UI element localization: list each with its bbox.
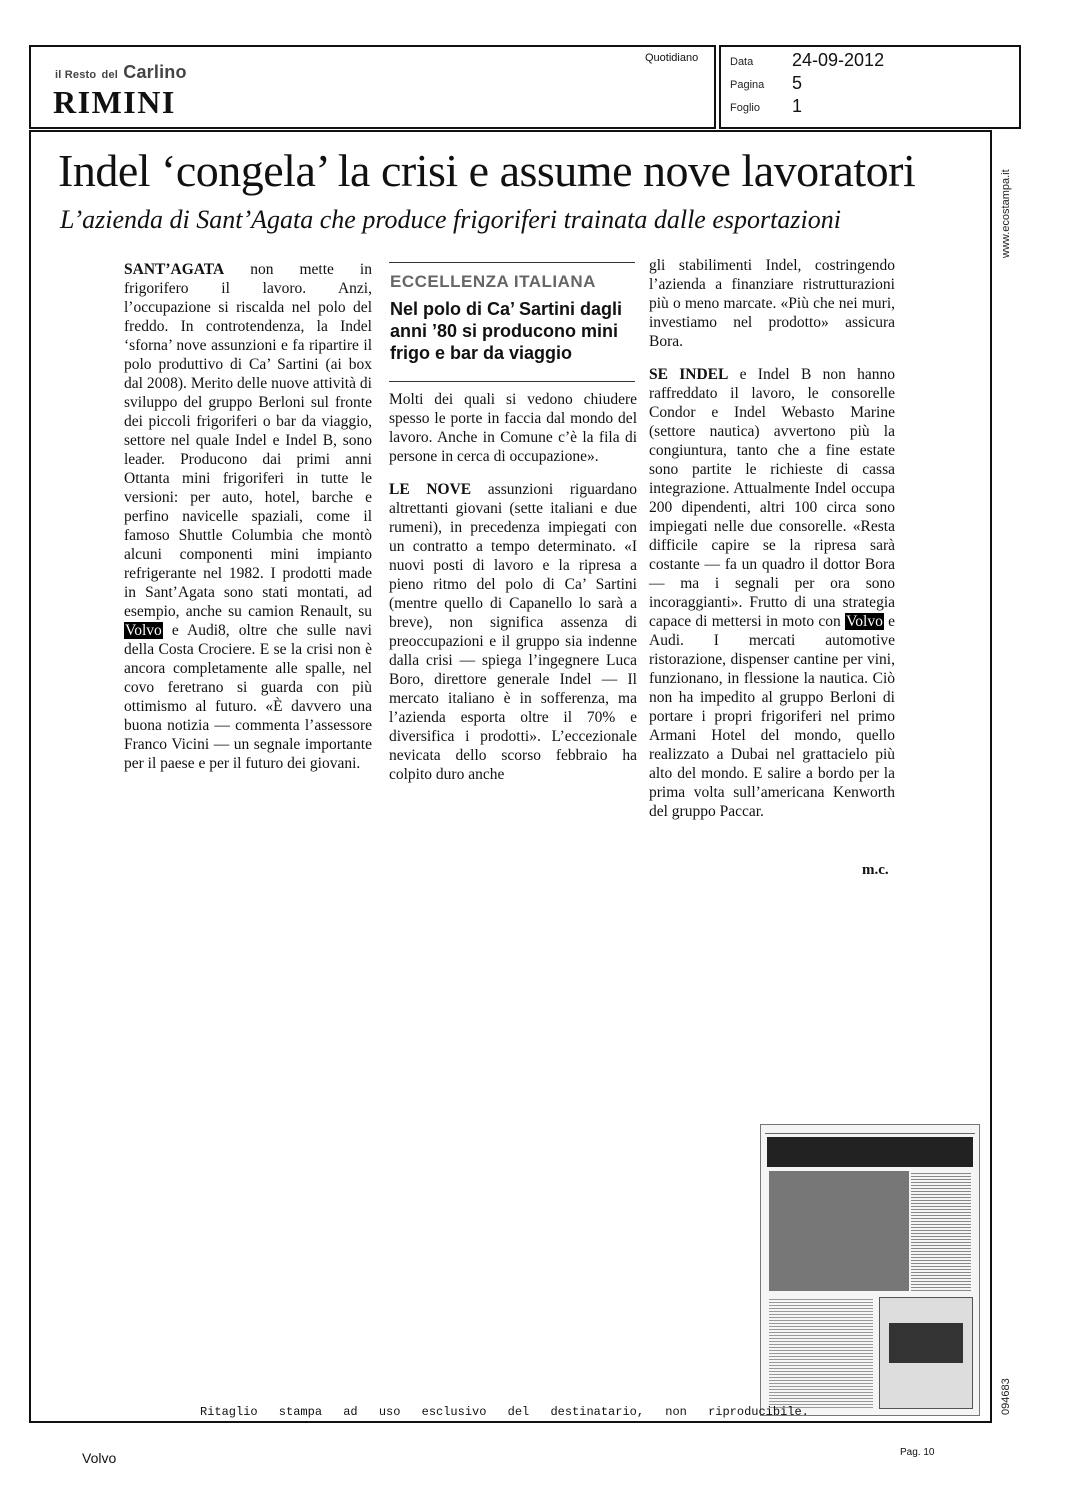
article-column-1 <box>124 260 372 773</box>
box-bottom-rule <box>389 381 635 382</box>
brand-prefix: il Resto <box>55 69 97 81</box>
page-number: Pag. 10 <box>900 1447 935 1458</box>
keyword-highlight: Volvo <box>125 622 162 639</box>
newspaper-brand <box>55 62 187 83</box>
keyword-label: Volvo <box>82 1450 117 1466</box>
body-text: non mette in frigorifero il lavoro. Anzi, l’occupazione si riscalda nel polo del freddo. In controtendenza, la Indel ‘sforna’ nove assunzioni e fa ripartire il polo produttivo di Ca’ Sartini (ai box dal 2008). Merito delle nuove attività di sviluppo del gruppo Berloni sul fronte dei piccoli frigoriferi o bar da viaggio, settore nel quale Indel e Indel B, sono leader. Producono dai primi anni Ottanta mini frigoriferi in tutte le versioni: per auto, hotel, barche e perfino navicelle spaziali, come il famoso Shuttle Columbia che montò alcuni componenti mini impianto refrigerante nel 1982. I prodotti made in Sant’Agata sono stati montati, ad esempio, anche su camion Renault, su <box>124 261 372 620</box>
date-label: Data <box>730 56 754 68</box>
body-paragraph: Molti dei quali si vedono chiudere spesso le porte in faccia dal mondo del lavoro. Anche in Comune c’è la fila di persone in cerca di occupazione». <box>389 391 637 465</box>
page-label: Pagina <box>730 79 765 91</box>
sheet-label: Foglio <box>730 102 760 114</box>
lead-word: SANT’AGATA <box>124 261 225 278</box>
author-signature: m.c. <box>862 862 889 878</box>
body-text: e Indel B non hanno raffreddato il lavoro, le consorelle Condor e Indel Webasto Marine (settore nautica) avvertono più la congiuntura, tanto che a fine estate sono partite le richieste di cassa integrazione. Attualmente Indel occupa 200 dipendenti, altri 100 circa sono impiegati nelle due consorelle. «Resta difficile capire se la ripresa sarà costante — fa un quadro il dottor Bora — ma i segnali per ora sono incoraggianti». Frutto di una strategia capace di mettersi in moto con <box>649 366 895 630</box>
box-kicker: ECCELLENZA ITALIANA <box>390 272 596 291</box>
edition-name: RIMINI <box>53 84 176 120</box>
clipping-code: 094683 <box>1000 1378 1012 1415</box>
clipping-disclaimer: Ritaglio stampa ad uso esclusivo del destinatario, non riproducibile. <box>200 1405 809 1419</box>
body-text: e Audi. I mercati automotive ristorazione, dispenser cantine per vini, funzionano, in flessione la nautica. Ciò non ha impedito al gruppo Berloni di portare i propri frigoriferi nel primo Armani Hotel del mondo, quello realizzato a Dubai nel grattacielo più alto del mondo. E salire a bordo per la prima volta sull’americana Kenworth del gruppo Paccar. <box>649 613 895 820</box>
lead-word: LE NOVE <box>389 481 472 498</box>
brand-name: Carlino <box>123 62 187 82</box>
lead-word: SE INDEL <box>649 366 729 383</box>
box-title: Nel polo di Ca’ Sartini dagli anni ’80 si producono mini frigo e bar da viaggio <box>390 299 623 363</box>
date-value: 24-09-2012 <box>792 50 885 70</box>
subheadline: L’azienda di Sant’Agata che produce frigoriferi trainata dalle esportazioni <box>60 205 841 234</box>
periodicity-label: Quotidiano <box>645 52 699 64</box>
brand-del: del <box>101 69 119 81</box>
body-text: e Audi8, oltre che sulle navi della Costa Crociere. E se la crisi non è ancora completamente alle spalle, nel covo feretrano si guarda con più ottimismo al futuro. «È davvero una buona notizia — commenta l’assessore Franco Vicini — un segnale importante per il paese e per il futuro dei giovani. <box>124 622 372 772</box>
article-column-3 <box>649 256 895 821</box>
website-credit: www.ecostampa.it <box>1000 169 1012 258</box>
body-text: assunzioni riguardano altrettanti giovani (sette italiani e due rumeni), in precedenza impiegati con un contratto a tempo determinato. «I nuovi posti di lavoro e la ripresa a pieno ritmo del polo di Ca’ Sartini (mentre quello di Capanello lo sarà a breve), non significa assenza di preoccupazioni e il gruppo sia indenne dalla crisi — spiega l’ingegnere Luca Boro, direttore generale Indel — Il mercato italiano è in sofferenza, ma l’azienda esporta oltre il 70% e diversifica i prodotti». L’eccezionale nevicata dello scorso febbraio ha colpito duro anche <box>389 481 638 783</box>
sheet-value: 1 <box>792 96 803 116</box>
headline: Indel ‘congela’ la crisi e assume nove lavoratori <box>58 145 916 196</box>
keyword-highlight: Volvo <box>846 613 883 630</box>
article-column-2 <box>389 390 637 784</box>
box-top-rule <box>389 262 635 263</box>
body-paragraph: gli stabilimenti Indel, costringendo l’azienda a finanziare ristrutturazioni più o meno marcate. «Più che nei muri, investiamo nel prodotto» assicura Bora. <box>649 257 895 350</box>
page-value: 5 <box>792 73 803 93</box>
page-thumbnail <box>760 1124 980 1416</box>
